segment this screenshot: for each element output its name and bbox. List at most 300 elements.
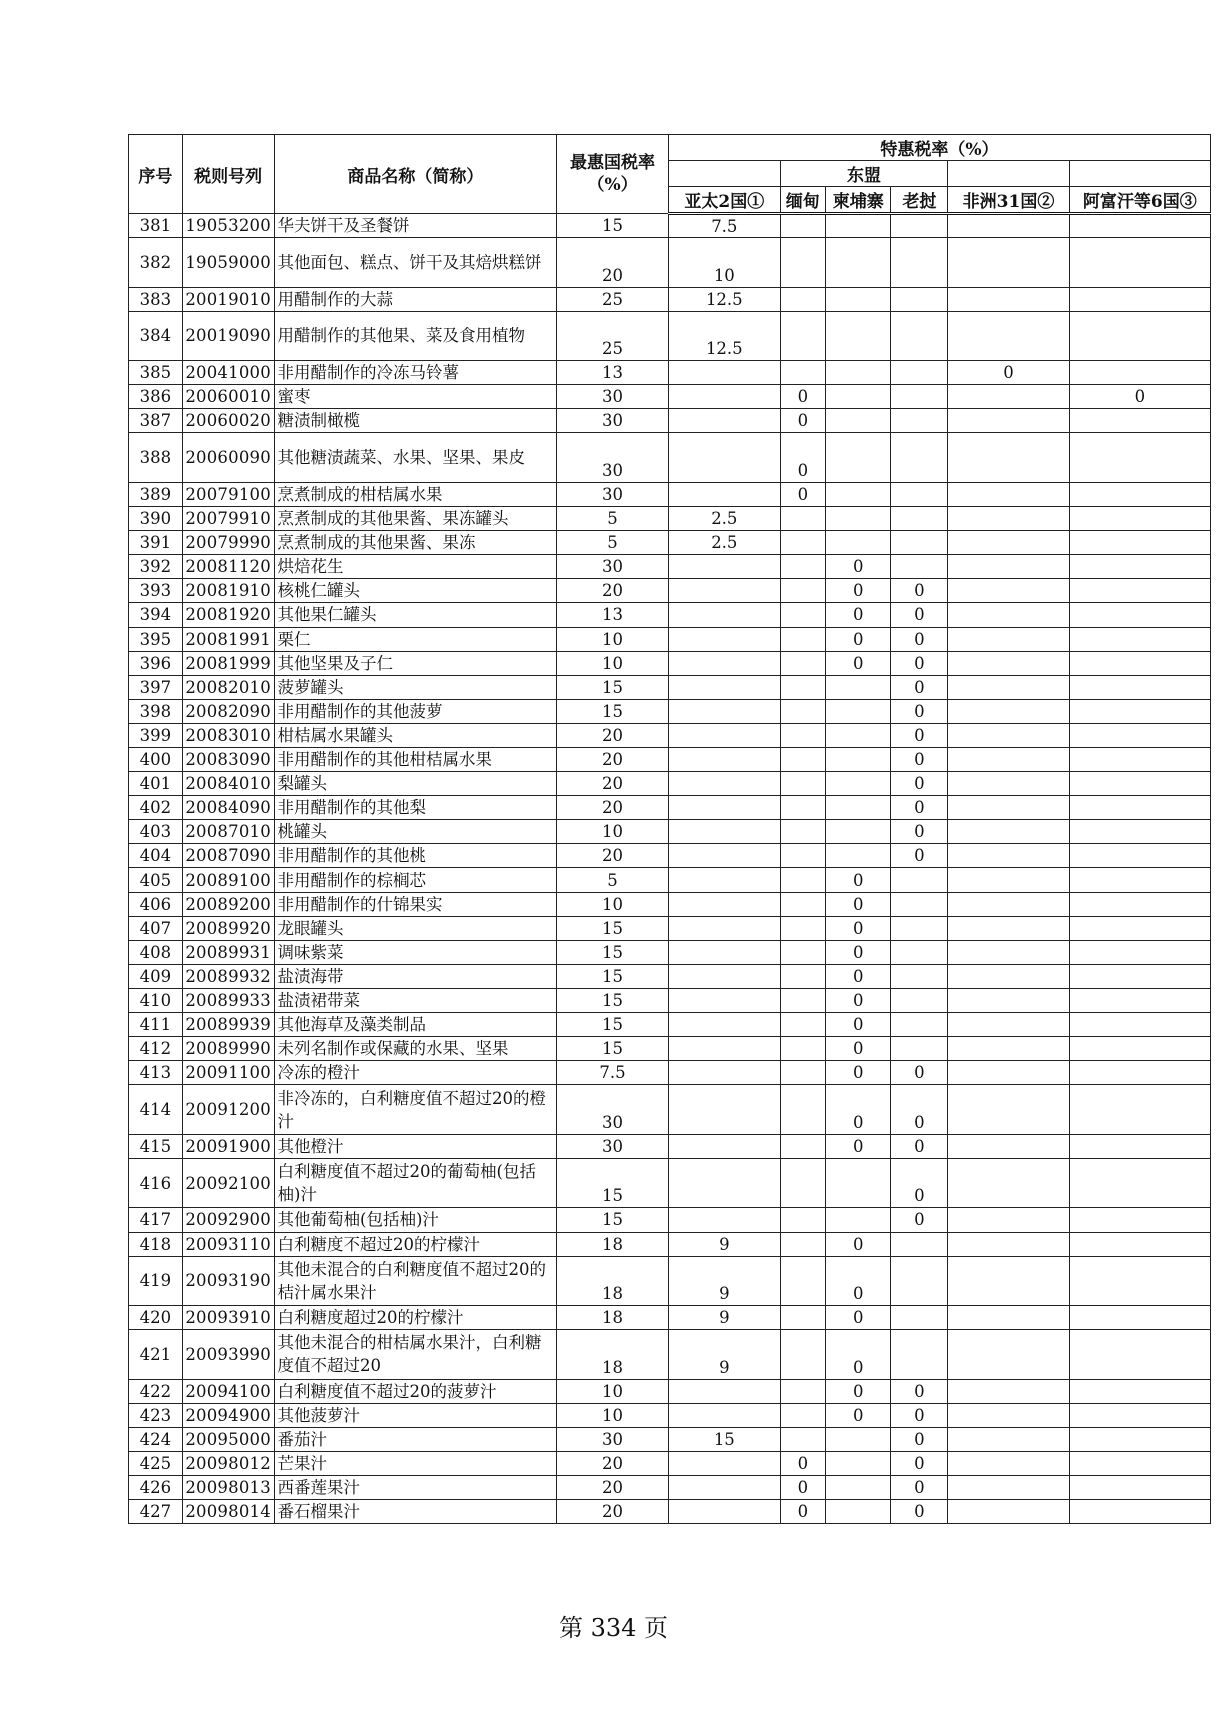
- row-mfn-rate: 30: [557, 433, 669, 483]
- row-product-name: 其他坚果及子仁: [274, 651, 557, 675]
- row-laos-rate: [891, 361, 948, 385]
- table-row: [129, 1330, 1211, 1380]
- row-seq: 410: [129, 988, 183, 1012]
- row-seq: 386: [129, 385, 183, 409]
- row-apta2-rate: 9: [668, 1306, 780, 1330]
- row-afghanistan6-rate: [1069, 238, 1210, 288]
- row-mfn-rate: 15: [557, 964, 669, 988]
- row-myanmar-rate: [780, 940, 825, 964]
- table-row: [129, 1013, 1211, 1037]
- row-product-name: 番茄汁: [274, 1427, 557, 1451]
- row-laos-rate: 0: [891, 603, 948, 627]
- row-seq: 414: [129, 1085, 183, 1135]
- row-laos-rate: [891, 507, 948, 531]
- row-cambodia-rate: 0: [826, 1403, 891, 1427]
- row-tariff-code: 20089931: [182, 940, 274, 964]
- row-product-name: 未列名制作或保藏的水果、坚果: [274, 1037, 557, 1061]
- row-tariff-code: 20081120: [182, 555, 274, 579]
- row-myanmar-rate: [780, 1061, 825, 1085]
- table-row: [129, 820, 1211, 844]
- row-product-name: 非用醋制作的冷冻马铃薯: [274, 361, 557, 385]
- row-product-name: 用醋制作的其他果、菜及食用植物: [274, 311, 557, 361]
- header-asean: 东盟: [780, 161, 948, 187]
- table-row: [129, 627, 1211, 651]
- row-mfn-rate: 20: [557, 1451, 669, 1475]
- table-row: [129, 1208, 1211, 1232]
- row-tariff-code: 20098012: [182, 1451, 274, 1475]
- row-product-name: 烹煮制成的其他果酱、果冻: [274, 531, 557, 555]
- row-mfn-rate: 15: [557, 940, 669, 964]
- row-apta2-rate: [668, 699, 780, 723]
- row-myanmar-rate: [780, 507, 825, 531]
- row-product-name: 非用醋制作的其他梨: [274, 796, 557, 820]
- row-myanmar-rate: [780, 1013, 825, 1037]
- row-africa31-rate: [948, 1232, 1069, 1256]
- row-africa31-rate: [948, 916, 1069, 940]
- row-tariff-code: 19053200: [182, 214, 274, 238]
- row-tariff-code: 20081999: [182, 651, 274, 675]
- row-apta2-rate: [668, 723, 780, 747]
- row-africa31-rate: [948, 603, 1069, 627]
- table-row: [129, 1476, 1211, 1500]
- row-afghanistan6-rate: [1069, 988, 1210, 1012]
- row-afghanistan6-rate: [1069, 1085, 1210, 1135]
- row-myanmar-rate: [780, 1330, 825, 1380]
- table-row: [129, 385, 1211, 409]
- row-africa31-rate: [948, 723, 1069, 747]
- row-cambodia-rate: [826, 723, 891, 747]
- row-mfn-rate: 18: [557, 1256, 669, 1306]
- row-product-name: 其他未混合的白利糖度值不超过20的桔汁属水果汁: [274, 1256, 557, 1306]
- row-seq: 407: [129, 916, 183, 940]
- row-laos-rate: [891, 287, 948, 311]
- row-seq: 398: [129, 699, 183, 723]
- row-mfn-rate: 25: [557, 287, 669, 311]
- row-product-name: 番石榴果汁: [274, 1500, 557, 1524]
- row-mfn-rate: 30: [557, 482, 669, 506]
- row-product-name: 非用醋制作的其他柑桔属水果: [274, 748, 557, 772]
- row-apta2-rate: [668, 1061, 780, 1085]
- row-seq: 390: [129, 507, 183, 531]
- row-tariff-code: 20084010: [182, 772, 274, 796]
- row-apta2-rate: [668, 385, 780, 409]
- row-tariff-code: 20098013: [182, 1476, 274, 1500]
- row-tariff-code: 20093190: [182, 1256, 274, 1306]
- row-mfn-rate: 10: [557, 820, 669, 844]
- row-cambodia-rate: [826, 507, 891, 531]
- row-mfn-rate: 20: [557, 844, 669, 868]
- row-mfn-rate: 20: [557, 1500, 669, 1524]
- row-tariff-code: 20082090: [182, 699, 274, 723]
- row-mfn-rate: 15: [557, 988, 669, 1012]
- row-africa31-rate: [948, 1013, 1069, 1037]
- table-row: [129, 361, 1211, 385]
- row-tariff-code: 20093110: [182, 1232, 274, 1256]
- table-row: [129, 916, 1211, 940]
- row-seq: 400: [129, 748, 183, 772]
- row-afghanistan6-rate: [1069, 1134, 1210, 1158]
- row-afghanistan6-rate: [1069, 892, 1210, 916]
- row-tariff-code: 20091900: [182, 1134, 274, 1158]
- row-myanmar-rate: 0: [780, 409, 825, 433]
- row-product-name: 冷冻的橙汁: [274, 1061, 557, 1085]
- table-row: [129, 1451, 1211, 1475]
- row-tariff-code: 20094100: [182, 1379, 274, 1403]
- row-laos-rate: 0: [891, 772, 948, 796]
- row-laos-rate: 0: [891, 1085, 948, 1135]
- row-product-name: 其他面包、糕点、饼干及其焙烘糕饼: [274, 238, 557, 288]
- row-tariff-code: 20083090: [182, 748, 274, 772]
- row-cambodia-rate: 0: [826, 1037, 891, 1061]
- table-row: [129, 1427, 1211, 1451]
- row-tariff-code: 20019010: [182, 287, 274, 311]
- row-product-name: 华夫饼干及圣餐饼: [274, 214, 557, 238]
- row-product-name: 其他果仁罐头: [274, 603, 557, 627]
- row-apta2-rate: [668, 940, 780, 964]
- row-laos-rate: [891, 964, 948, 988]
- row-cambodia-rate: [826, 385, 891, 409]
- row-seq: 422: [129, 1379, 183, 1403]
- row-africa31-rate: [948, 892, 1069, 916]
- header-mfn: 最惠国税率（%）: [557, 135, 669, 214]
- row-mfn-rate: 25: [557, 311, 669, 361]
- table-row: [129, 1379, 1211, 1403]
- row-laos-rate: [891, 531, 948, 555]
- row-africa31-rate: [948, 1061, 1069, 1085]
- table-row: [129, 796, 1211, 820]
- table-row: [129, 1085, 1211, 1135]
- row-seq: 401: [129, 772, 183, 796]
- row-tariff-code: 20087010: [182, 820, 274, 844]
- row-laos-rate: [891, 1306, 948, 1330]
- row-africa31-rate: [948, 964, 1069, 988]
- row-cambodia-rate: 0: [826, 1330, 891, 1380]
- row-laos-rate: 0: [891, 796, 948, 820]
- row-cambodia-rate: [826, 820, 891, 844]
- row-afghanistan6-rate: [1069, 1256, 1210, 1306]
- table-row: [129, 1158, 1211, 1208]
- row-afghanistan6-rate: [1069, 1208, 1210, 1232]
- row-apta2-rate: 9: [668, 1330, 780, 1380]
- row-cambodia-rate: [826, 1208, 891, 1232]
- row-seq: 421: [129, 1330, 183, 1380]
- table-row: [129, 940, 1211, 964]
- row-afghanistan6-rate: [1069, 796, 1210, 820]
- row-africa31-rate: [948, 238, 1069, 288]
- row-tariff-code: 20093990: [182, 1330, 274, 1380]
- row-product-name: 白利糖度值不超过20的葡萄柚(包括柚)汁: [274, 1158, 557, 1208]
- row-afghanistan6-rate: [1069, 409, 1210, 433]
- row-afghanistan6-rate: [1069, 699, 1210, 723]
- tariff-table: [128, 134, 1211, 1524]
- row-africa31-rate: [948, 433, 1069, 483]
- row-myanmar-rate: [780, 1134, 825, 1158]
- table-row: [129, 1061, 1211, 1085]
- row-tariff-code: 20081910: [182, 579, 274, 603]
- row-cambodia-rate: 0: [826, 964, 891, 988]
- row-afghanistan6-rate: [1069, 1403, 1210, 1427]
- row-seq: 382: [129, 238, 183, 288]
- row-apta2-rate: [668, 1013, 780, 1037]
- header-myanmar: 缅甸: [780, 187, 825, 214]
- table-row: [129, 433, 1211, 483]
- row-apta2-rate: 9: [668, 1256, 780, 1306]
- row-africa31-rate: [948, 1306, 1069, 1330]
- row-africa31-rate: [948, 1427, 1069, 1451]
- row-apta2-rate: [668, 1379, 780, 1403]
- row-product-name: 其他未混合的柑桔属水果汁，白利糖度值不超过20: [274, 1330, 557, 1380]
- row-apta2-rate: [668, 796, 780, 820]
- row-seq: 404: [129, 844, 183, 868]
- row-cambodia-rate: 0: [826, 1306, 891, 1330]
- row-africa31-rate: 0: [948, 361, 1069, 385]
- row-product-name: 其他葡萄柚(包括柚)汁: [274, 1208, 557, 1232]
- row-apta2-rate: 7.5: [668, 214, 780, 238]
- row-tariff-code: 20087090: [182, 844, 274, 868]
- row-afghanistan6-rate: [1069, 214, 1210, 238]
- row-afghanistan6-rate: [1069, 1061, 1210, 1085]
- row-laos-rate: [891, 433, 948, 483]
- row-myanmar-rate: [780, 579, 825, 603]
- row-myanmar-rate: [780, 892, 825, 916]
- row-africa31-rate: [948, 287, 1069, 311]
- row-mfn-rate: 15: [557, 916, 669, 940]
- row-myanmar-rate: [780, 1037, 825, 1061]
- row-mfn-rate: 20: [557, 723, 669, 747]
- table-row: [129, 772, 1211, 796]
- row-apta2-rate: [668, 892, 780, 916]
- row-seq: 418: [129, 1232, 183, 1256]
- row-apta2-rate: [668, 675, 780, 699]
- row-product-name: 蜜枣: [274, 385, 557, 409]
- row-seq: 394: [129, 603, 183, 627]
- row-laos-rate: 0: [891, 627, 948, 651]
- row-cambodia-rate: 0: [826, 940, 891, 964]
- row-afghanistan6-rate: [1069, 603, 1210, 627]
- row-mfn-rate: 30: [557, 555, 669, 579]
- row-product-name: 龙眼罐头: [274, 916, 557, 940]
- row-africa31-rate: [948, 579, 1069, 603]
- table-row: [129, 844, 1211, 868]
- row-tariff-code: 20091100: [182, 1061, 274, 1085]
- row-cambodia-rate: [826, 361, 891, 385]
- row-product-name: 其他橙汁: [274, 1134, 557, 1158]
- row-apta2-rate: [668, 1134, 780, 1158]
- row-afghanistan6-rate: [1069, 940, 1210, 964]
- row-product-name: 芒果汁: [274, 1451, 557, 1475]
- row-tariff-code: 20089100: [182, 868, 274, 892]
- row-seq: 395: [129, 627, 183, 651]
- row-tariff-code: 20089932: [182, 964, 274, 988]
- row-tariff-code: 20089933: [182, 988, 274, 1012]
- row-tariff-code: 20091200: [182, 1085, 274, 1135]
- row-cambodia-rate: 0: [826, 1379, 891, 1403]
- row-afghanistan6-rate: [1069, 675, 1210, 699]
- row-tariff-code: 20093910: [182, 1306, 274, 1330]
- row-afghanistan6-rate: [1069, 361, 1210, 385]
- row-laos-rate: [891, 311, 948, 361]
- row-apta2-rate: 12.5: [668, 311, 780, 361]
- row-apta2-rate: 10: [668, 238, 780, 288]
- row-afghanistan6-rate: [1069, 772, 1210, 796]
- row-cambodia-rate: [826, 1427, 891, 1451]
- row-mfn-rate: 20: [557, 796, 669, 820]
- row-mfn-rate: 30: [557, 1085, 669, 1135]
- row-afghanistan6-rate: [1069, 1500, 1210, 1524]
- row-myanmar-rate: 0: [780, 1476, 825, 1500]
- row-mfn-rate: 13: [557, 603, 669, 627]
- row-myanmar-rate: [780, 238, 825, 288]
- row-mfn-rate: 20: [557, 579, 669, 603]
- row-laos-rate: 0: [891, 1403, 948, 1427]
- row-myanmar-rate: [780, 1427, 825, 1451]
- row-cambodia-rate: 0: [826, 1232, 891, 1256]
- row-seq: 420: [129, 1306, 183, 1330]
- row-africa31-rate: [948, 820, 1069, 844]
- row-afghanistan6-rate: [1069, 287, 1210, 311]
- table-row: [129, 1403, 1211, 1427]
- table-row: [129, 311, 1211, 361]
- row-cambodia-rate: 0: [826, 916, 891, 940]
- row-myanmar-rate: [780, 1085, 825, 1135]
- table-row: [129, 1256, 1211, 1306]
- row-tariff-code: 20081920: [182, 603, 274, 627]
- table-header: [129, 135, 1211, 214]
- row-myanmar-rate: [780, 748, 825, 772]
- row-product-name: 盐渍裙带菜: [274, 988, 557, 1012]
- row-laos-rate: 0: [891, 651, 948, 675]
- row-mfn-rate: 30: [557, 385, 669, 409]
- row-cambodia-rate: 0: [826, 579, 891, 603]
- row-africa31-rate: [948, 507, 1069, 531]
- row-laos-rate: [891, 409, 948, 433]
- row-myanmar-rate: 0: [780, 482, 825, 506]
- row-myanmar-rate: [780, 1403, 825, 1427]
- row-laos-rate: 0: [891, 844, 948, 868]
- row-cambodia-rate: [826, 699, 891, 723]
- row-mfn-rate: 30: [557, 409, 669, 433]
- row-tariff-code: 20060090: [182, 433, 274, 483]
- row-afghanistan6-rate: [1069, 1037, 1210, 1061]
- row-laos-rate: 0: [891, 1476, 948, 1500]
- row-seq: 424: [129, 1427, 183, 1451]
- row-product-name: 核桃仁罐头: [274, 579, 557, 603]
- row-myanmar-rate: [780, 627, 825, 651]
- row-mfn-rate: 10: [557, 892, 669, 916]
- row-myanmar-rate: [780, 868, 825, 892]
- row-product-name: 非用醋制作的棕榈芯: [274, 868, 557, 892]
- row-tariff-code: 20060020: [182, 409, 274, 433]
- row-apta2-rate: [668, 820, 780, 844]
- row-cambodia-rate: [826, 1500, 891, 1524]
- row-tariff-code: 19059000: [182, 238, 274, 288]
- row-myanmar-rate: [780, 361, 825, 385]
- row-tariff-code: 20079910: [182, 507, 274, 531]
- row-afghanistan6-rate: [1069, 627, 1210, 651]
- row-cambodia-rate: [826, 796, 891, 820]
- row-seq: 397: [129, 675, 183, 699]
- row-mfn-rate: 15: [557, 1037, 669, 1061]
- row-cambodia-rate: [826, 531, 891, 555]
- row-product-name: 非冷冻的，白利糖度值不超过20的橙汁: [274, 1085, 557, 1135]
- table-row: [129, 651, 1211, 675]
- row-africa31-rate: [948, 1134, 1069, 1158]
- row-afghanistan6-rate: [1069, 1232, 1210, 1256]
- row-product-name: 盐渍海带: [274, 964, 557, 988]
- row-cambodia-rate: 0: [826, 988, 891, 1012]
- row-afghanistan6-rate: [1069, 651, 1210, 675]
- row-myanmar-rate: [780, 772, 825, 796]
- row-apta2-rate: [668, 1451, 780, 1475]
- row-laos-rate: 0: [891, 1500, 948, 1524]
- row-laos-rate: [891, 1256, 948, 1306]
- row-seq: 384: [129, 311, 183, 361]
- row-seq: 389: [129, 482, 183, 506]
- row-seq: 396: [129, 651, 183, 675]
- row-cambodia-rate: [826, 287, 891, 311]
- table-row: [129, 1500, 1211, 1524]
- row-apta2-rate: [668, 964, 780, 988]
- row-seq: 415: [129, 1134, 183, 1158]
- row-product-name: 白利糖度不超过20的柠檬汁: [274, 1232, 557, 1256]
- header-laos: 老挝: [891, 187, 948, 214]
- row-apta2-rate: 9: [668, 1232, 780, 1256]
- row-myanmar-rate: 0: [780, 433, 825, 483]
- row-afghanistan6-rate: [1069, 531, 1210, 555]
- row-seq: 387: [129, 409, 183, 433]
- row-afghanistan6-rate: [1069, 1476, 1210, 1500]
- row-laos-rate: 0: [891, 1134, 948, 1158]
- row-myanmar-rate: [780, 1256, 825, 1306]
- row-apta2-rate: 12.5: [668, 287, 780, 311]
- row-myanmar-rate: [780, 531, 825, 555]
- row-cambodia-rate: 0: [826, 651, 891, 675]
- row-seq: 403: [129, 820, 183, 844]
- row-afghanistan6-rate: [1069, 1330, 1210, 1380]
- row-mfn-rate: 18: [557, 1232, 669, 1256]
- row-laos-rate: 0: [891, 1061, 948, 1085]
- row-afghanistan6-rate: [1069, 433, 1210, 483]
- row-myanmar-rate: [780, 723, 825, 747]
- table-row: [129, 214, 1211, 238]
- row-mfn-rate: 5: [557, 507, 669, 531]
- row-mfn-rate: 15: [557, 1208, 669, 1232]
- row-seq: 408: [129, 940, 183, 964]
- row-laos-rate: 0: [891, 1379, 948, 1403]
- row-cambodia-rate: [826, 238, 891, 288]
- row-apta2-rate: [668, 1500, 780, 1524]
- row-cambodia-rate: 0: [826, 603, 891, 627]
- row-africa31-rate: [948, 1500, 1069, 1524]
- row-cambodia-rate: [826, 433, 891, 483]
- table-row: [129, 287, 1211, 311]
- row-afghanistan6-rate: [1069, 507, 1210, 531]
- row-seq: 385: [129, 361, 183, 385]
- row-product-name: 栗仁: [274, 627, 557, 651]
- row-laos-rate: 0: [891, 748, 948, 772]
- row-seq: 426: [129, 1476, 183, 1500]
- row-afghanistan6-rate: [1069, 579, 1210, 603]
- row-afghanistan6-rate: [1069, 1379, 1210, 1403]
- row-myanmar-rate: [780, 1306, 825, 1330]
- row-afghanistan6-rate: [1069, 916, 1210, 940]
- row-myanmar-rate: [780, 820, 825, 844]
- row-mfn-rate: 15: [557, 699, 669, 723]
- row-myanmar-rate: [780, 844, 825, 868]
- row-afghanistan6-rate: [1069, 1306, 1210, 1330]
- row-product-name: 其他菠萝汁: [274, 1403, 557, 1427]
- row-myanmar-rate: 0: [780, 1451, 825, 1475]
